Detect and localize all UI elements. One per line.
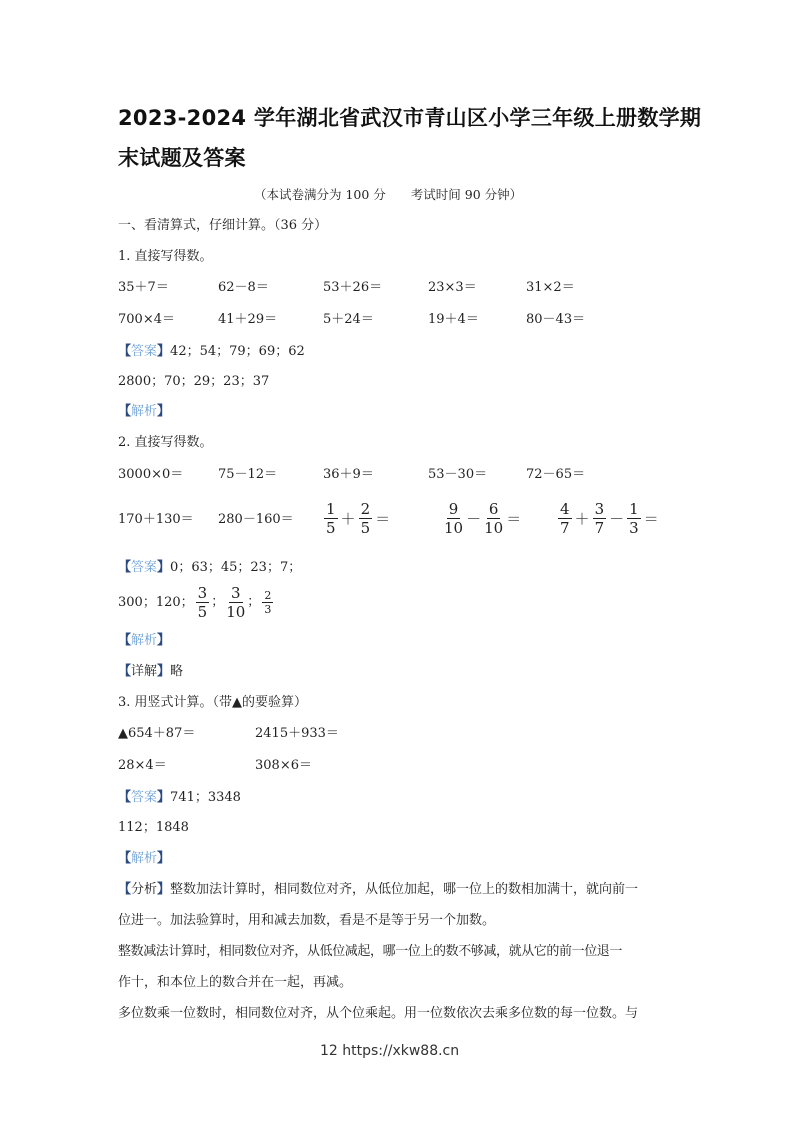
q2-detail: 【详解】略 (118, 664, 184, 679)
q2-expr: 280－160＝ (218, 512, 294, 527)
fraction-expression (442, 500, 522, 537)
expression: 62－8＝ (218, 280, 269, 295)
fraction (627, 500, 641, 537)
q3-expr: 28×4＝ (118, 758, 167, 773)
expression: 3000×0＝ (118, 467, 184, 482)
page-footer: 12 https://xkw88.cn (320, 1043, 460, 1059)
expression: 700×4＝ (118, 312, 175, 327)
fraction-expression (322, 500, 391, 537)
analysis-text: 整数加法计算时，相同数位对齐，从低位加起，哪一位上的数相加满十，就向前一 (170, 882, 639, 897)
q3-answer-line-2: 112；1848 (118, 820, 189, 835)
numerator: 2 (360, 500, 371, 518)
numerator: 3 (594, 500, 605, 518)
fraction (484, 500, 503, 537)
title-line-1: 2023-2024 学年湖北省武汉市青山区小学三年级上册数学期 (118, 106, 702, 130)
expression: 35＋7＝ (118, 280, 169, 295)
separator: ； (247, 594, 261, 610)
denominator: 5 (197, 603, 208, 621)
operator: ＝ (643, 509, 659, 528)
expression: 19＋4＝ (428, 312, 479, 327)
expression: 41＋29＝ (218, 312, 278, 327)
fenxi-label: 分析 (131, 882, 158, 897)
answer-label: 答案 (131, 790, 158, 805)
q3-expr: 2415＋933＝ (255, 726, 339, 741)
expression: 75－12＝ (218, 467, 278, 482)
denominator: 5 (360, 519, 371, 537)
expression: 80－43＝ (526, 312, 586, 327)
detail-text: 略 (170, 664, 184, 679)
numerator: 2 (264, 589, 272, 602)
q1-title: 1. 直接写得数。 (118, 249, 213, 264)
numerator: 3 (230, 584, 241, 602)
answer-label: 答案 (131, 560, 158, 575)
analysis-line: 作十，和本位上的数合并在一起，再减。 (118, 975, 353, 990)
answer-prefix: 300；120； (118, 595, 194, 610)
detail-label: 详解 (131, 664, 158, 679)
expression: 5＋24＝ (323, 312, 374, 327)
operator: ＋ (340, 509, 356, 528)
q3-answer-line-1: 741；3348 (170, 790, 241, 805)
expression: 36＋9＝ (323, 467, 374, 482)
title-line-2: 末试题及答案 (118, 146, 246, 170)
q2-expr: 170＋130＝ (118, 512, 194, 527)
analysis-label: 解析 (131, 633, 158, 648)
denominator: 3 (629, 519, 639, 537)
analysis-line: 多位数乘一位数时，相同数位对齐，从个位乘起。用一位数依次去乘多位数的每一位数。与 (118, 1006, 639, 1021)
expression: 23×3＝ (428, 280, 477, 295)
expression: 72－65＝ (526, 467, 586, 482)
answer-label: 答案 (131, 344, 158, 359)
q3-expr: ▲654＋87＝ (118, 726, 196, 741)
expression: 53－30＝ (428, 467, 488, 482)
fraction (359, 500, 373, 537)
analysis-label: 解析 (131, 404, 158, 419)
analysis-line: 位进一。加法验算时，用和减去加数，看是不是等于另一个加数。 (118, 913, 496, 928)
fraction-expression (556, 500, 660, 537)
q2-answer-line-2 (118, 584, 275, 621)
fraction (558, 500, 572, 537)
q2-title: 2. 直接写得数。 (118, 435, 213, 450)
q3-analysis-label: 【解析】 (118, 851, 171, 866)
q2-analysis-label: 【解析】 (118, 633, 171, 648)
operator: ＝ (375, 509, 391, 528)
numerator: 4 (560, 500, 570, 518)
denominator: 7 (594, 519, 605, 537)
fraction (262, 589, 273, 616)
q3-answer: 【答案】741；3348 (118, 790, 241, 805)
q1-analysis-label: 【解析】 (118, 404, 171, 419)
separator: ； (211, 594, 225, 610)
fraction (444, 500, 463, 537)
numerator: 6 (488, 500, 499, 518)
analysis-label: 解析 (131, 851, 158, 866)
denominator: 10 (444, 519, 464, 537)
q2-answer: 【答案】0；63；45；23；7； (118, 560, 302, 575)
operator: － (609, 509, 625, 528)
subtitle: （本试卷满分为 100 分 考试时间 90 分钟） (254, 187, 523, 202)
q3-title: 3. 用竖式计算。（带▲的要验算） (118, 695, 308, 710)
operator: ＝ (506, 509, 522, 528)
q1-answer-line-2: 2800；70；29；23；37 (118, 374, 270, 389)
numerator: 9 (448, 500, 459, 518)
q1-answer: 【答案】42；54；79；69；62 (118, 344, 305, 359)
denominator: 5 (326, 519, 336, 537)
analysis-line: 整数减法计算时，相同数位对齐，从低位减起，哪一位上的数不够减，就从它的前一位退一 (118, 944, 623, 959)
numerator: 1 (629, 500, 639, 518)
expression: 53＋26＝ (323, 280, 383, 295)
q3-expr: 308×6＝ (255, 758, 312, 773)
numerator: 1 (326, 500, 336, 518)
denominator: 10 (226, 603, 246, 621)
operator: ＋ (574, 509, 590, 528)
q2-answer-line-1: 0；63；45；23；7； (170, 560, 302, 575)
q1-answer-line-1: 42；54；79；69；62 (170, 344, 305, 359)
numerator: 3 (197, 584, 208, 602)
expression: 31×2＝ (526, 280, 575, 295)
denominator: 7 (560, 519, 570, 537)
fraction (593, 500, 607, 537)
operator: － (466, 509, 482, 528)
section-1-heading: 一、看清算式，仔细计算。（36 分） (118, 218, 328, 233)
analysis-line: 【分析】整数加法计算时，相同数位对齐，从低位加起，哪一位上的数相加满十，就向前一 (118, 882, 639, 897)
denominator: 10 (484, 519, 504, 537)
fraction (196, 584, 210, 621)
fraction (226, 584, 245, 621)
denominator: 3 (264, 603, 272, 616)
fraction (324, 500, 338, 537)
